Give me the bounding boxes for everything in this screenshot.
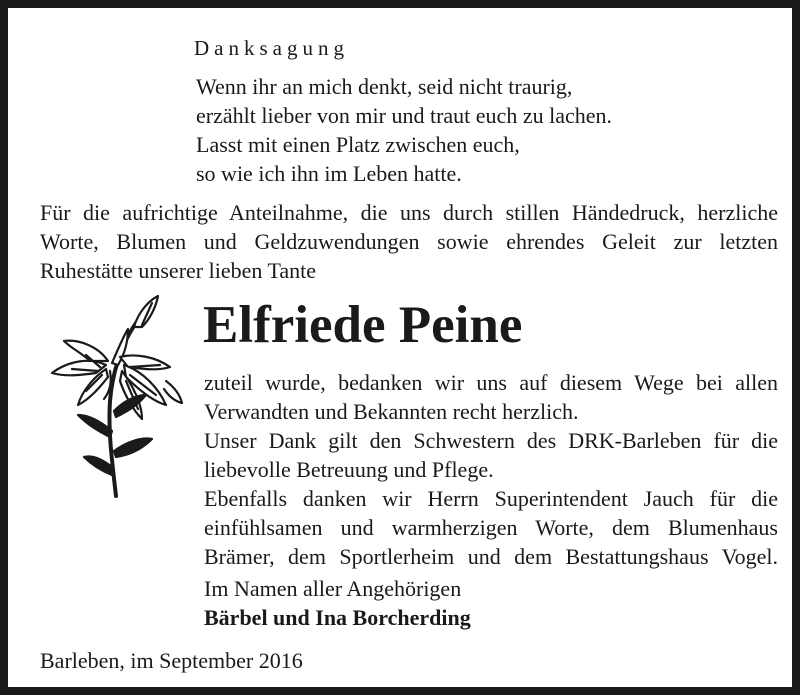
signers-names: Bärbel und Ina Borcherding	[204, 605, 471, 630]
thanks-paragraph	[204, 368, 778, 571]
body-line: Verwandten und Bekannten recht herzlich.	[204, 399, 579, 424]
deceased-name: Elfriede Peine	[203, 296, 523, 354]
intro-line: Worte, Blumen und Geldzuwendungen sowie ehrendes Geleit zur letzten	[40, 229, 778, 254]
body-line: Ebenfalls danken wir Herrn Superintendent Jauch für die	[204, 486, 778, 511]
poem-line: erzählt lieber von mir und traut euch zu lachen.	[196, 103, 612, 128]
body-line: Unser Dank gilt den Schwestern des DRK-Barleben für die	[204, 428, 778, 453]
intro-line: Für die aufrichtige Anteilnahme, die uns durch stillen Händedruck, herzliche	[40, 200, 778, 225]
body-line: Brämer, dem Sportlerheim und dem Bestattungshaus Vogel.	[204, 544, 778, 569]
poem-line: Lasst mit einen Platz zwischen euch,	[196, 132, 520, 157]
place-date: Barleben, im September 2016	[40, 648, 303, 673]
intro-line: Ruhestätte unserer lieben Tante	[40, 258, 317, 283]
on-behalf-text: Im Namen aller Angehörigen	[204, 576, 462, 601]
poem	[196, 72, 612, 188]
notice-heading: Danksagung	[194, 36, 349, 60]
body-line: zuteil wurde, bedanken wir uns auf diesem Wege bei allen	[204, 370, 778, 395]
poem-line: Wenn ihr an mich denkt, seid nicht traurig,	[196, 74, 573, 99]
intro-paragraph	[40, 198, 778, 285]
closing-block	[204, 574, 471, 632]
poem-line: so wie ich ihn im Leben hatte.	[196, 161, 462, 186]
lily-icon	[38, 291, 188, 501]
body-line: einfühlsamen und warmherzigen Worte, dem Blumenhaus	[204, 515, 778, 540]
body-line: liebevolle Betreuung und Pflege.	[204, 457, 494, 482]
